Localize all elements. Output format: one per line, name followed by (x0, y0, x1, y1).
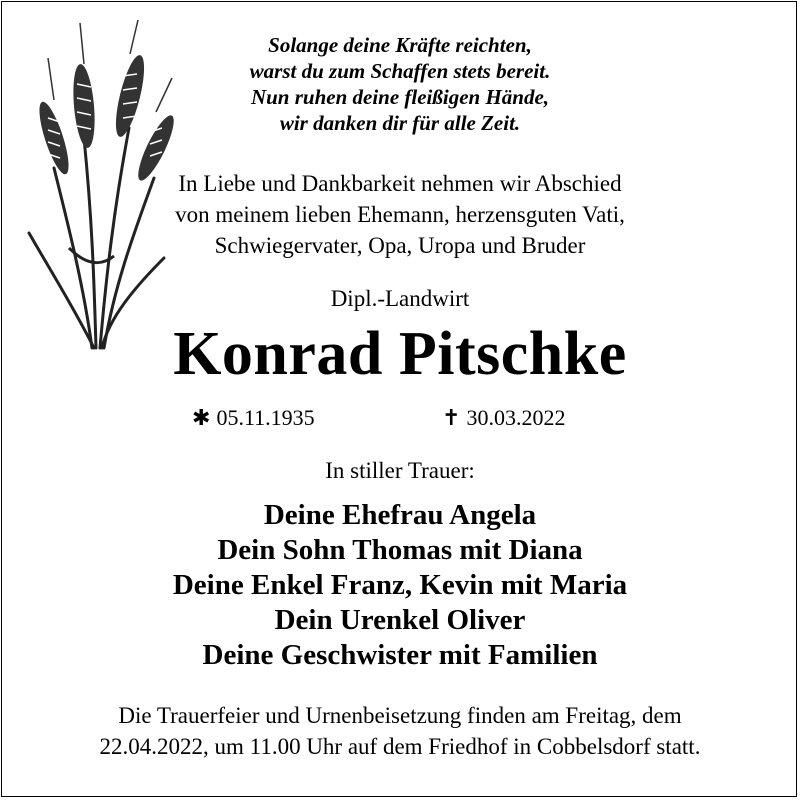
mourners-list (0, 498, 800, 673)
verse (100, 32, 700, 136)
mourner-line: Deine Enkel Franz, Kevin mit Maria (172, 569, 628, 601)
birth-date: 05.11.1935 (216, 405, 315, 430)
mourner-line: Deine Geschwister mit Familien (202, 639, 598, 671)
intro-line: Schwiegervater, Opa, Uropa und Bruder (214, 233, 586, 258)
verse-line: Solange deine Kräfte reichten, (268, 33, 532, 57)
verse-line: wir danken dir für alle Zeit. (279, 111, 521, 135)
mourner-line: Dein Urenkel Oliver (274, 604, 526, 636)
verse-line: warst du zum Schaffen stets bereit. (249, 59, 551, 83)
mourning-intro: In stiller Trauer: (325, 458, 475, 483)
asterisk-birth-icon: ✱ (192, 405, 211, 430)
service-line: Die Trauerfeier und Urnenbeisetzung finden am Freitag, dem (118, 703, 682, 728)
intro-line: von meinem lieben Ehemann, herzensguten Vati, (175, 202, 625, 227)
service-info (20, 700, 780, 762)
farewell-intro (60, 168, 740, 261)
death-date-row (442, 403, 565, 433)
deceased-title: Dipl.-Landwirt (330, 286, 470, 311)
service-line: 22.04.2022, um 11.00 Uhr auf dem Friedhof in Cobbelsdorf statt. (99, 734, 701, 759)
mourner-line: Deine Ehefrau Angela (263, 499, 537, 531)
verse-line: Nun ruhen deine fleißigen Hände, (250, 85, 550, 109)
intro-line: In Liebe und Dankbarkeit nehmen wir Abschied (178, 171, 622, 196)
deceased-name: Konrad Pitschke (173, 320, 627, 388)
death-date: 30.03.2022 (466, 405, 566, 430)
mourner-line: Dein Sohn Thomas mit Diana (217, 534, 583, 566)
cross-death-icon: ✝ (442, 405, 461, 430)
birth-date-row (192, 403, 315, 433)
